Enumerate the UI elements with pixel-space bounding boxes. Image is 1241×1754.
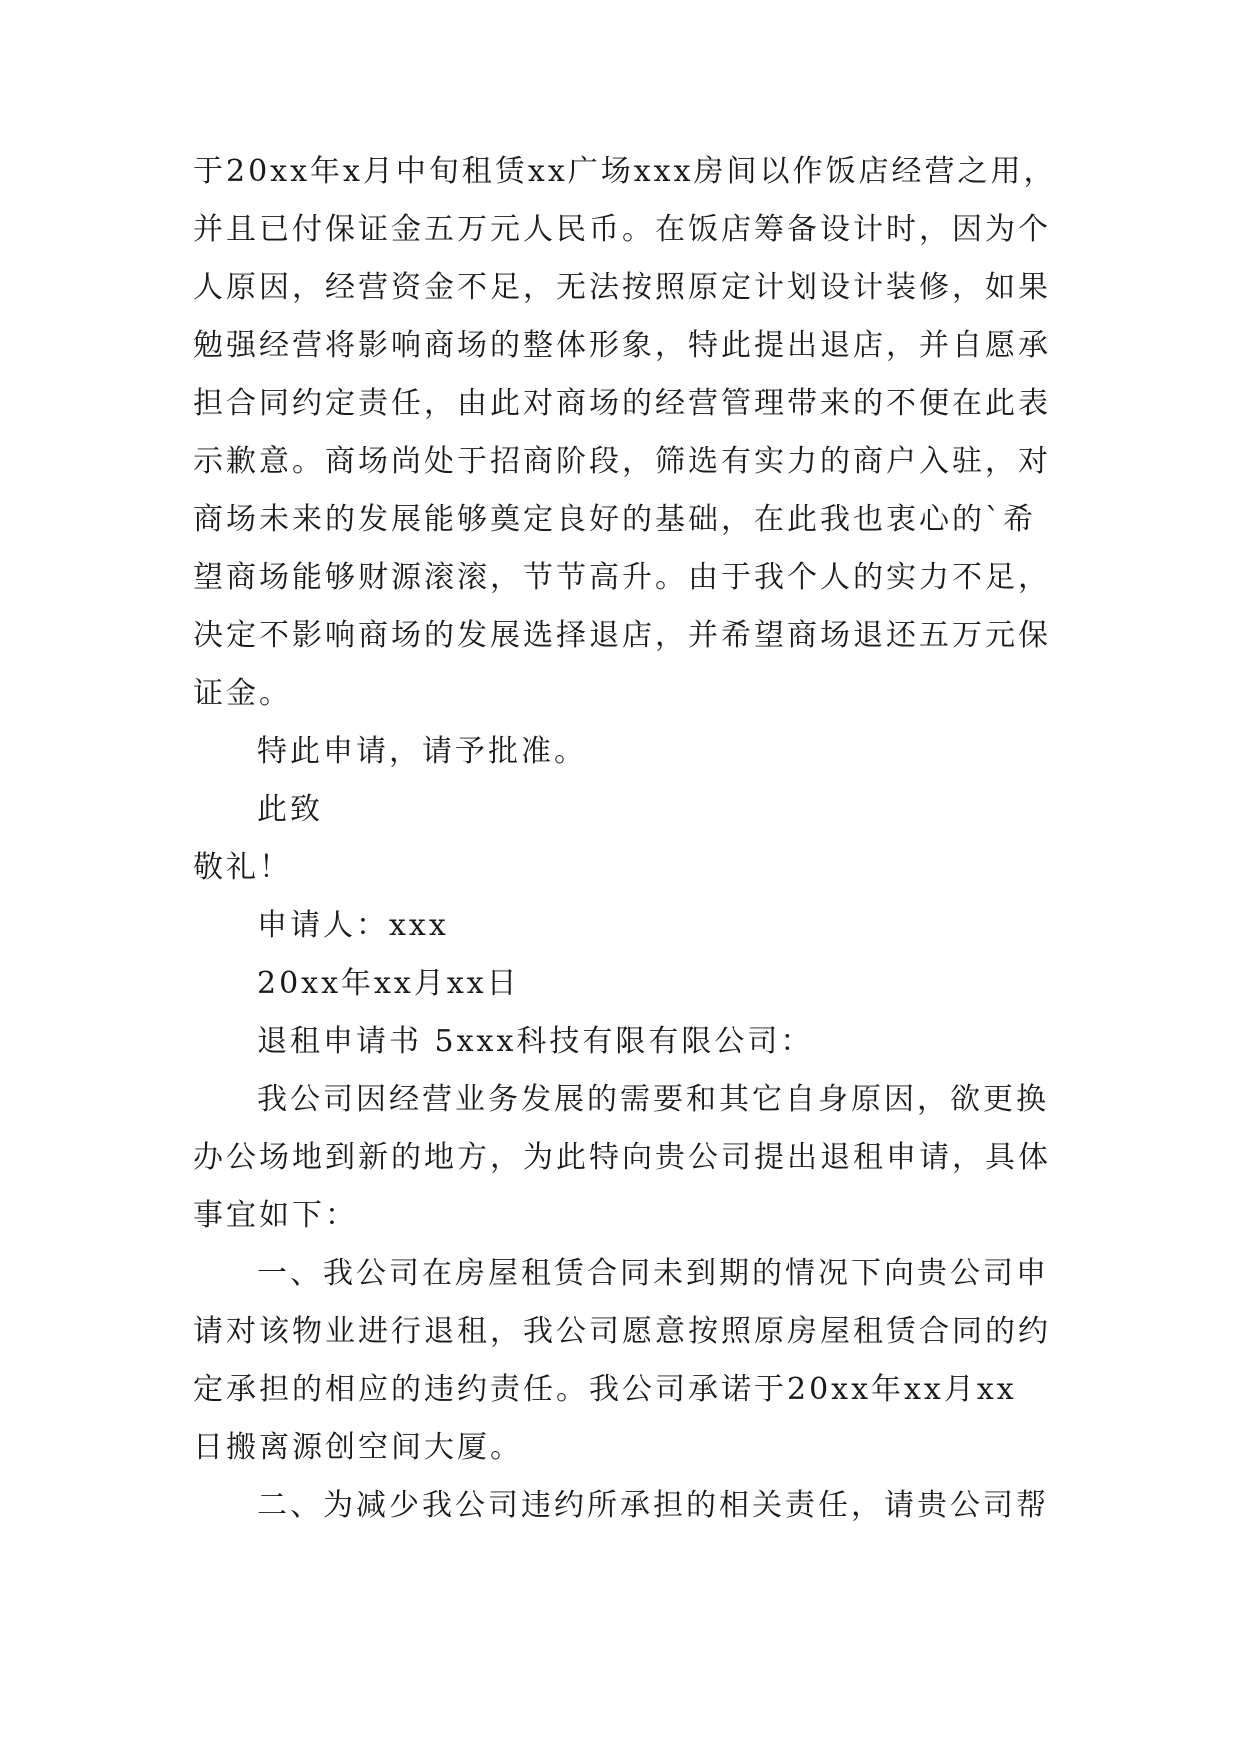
text-line: 办公场地到新的地方，为此特向贵公司提出退租申请，具体	[193, 1140, 1051, 1175]
text-line: 于20xx年x月中旬租赁xx广场xxx房间以作饭店经营之用，	[193, 154, 1057, 189]
text-line: 示歉意。商场尚处于招商阶段，筛选有实力的商户入驻，对	[193, 444, 1051, 479]
text-line: 定承担的相应的违约责任。我公司承诺于20xx年xx月xx	[193, 1372, 1017, 1407]
text-line: 决定不影响商场的发展选择退店，并希望商场退还五万元保	[193, 618, 1051, 653]
text-line: 日搬离源创空间大厦。	[193, 1430, 523, 1465]
text-line: 担合同约定责任，由此对商场的经营管理带来的不便在此表	[193, 386, 1051, 421]
signature-date: 20xx年xx月xx日	[257, 966, 520, 1001]
text-line: 望商场能够财源滚滚，节节高升。由于我个人的实力不足，	[193, 560, 1051, 595]
text-line: 二、为减少我公司违约所承担的相关责任，请贵公司帮	[257, 1488, 1049, 1523]
text-line: 事宜如下：	[193, 1198, 358, 1233]
text-line: 商场未来的发展能够奠定良好的基础，在此我也衷心的`希	[193, 502, 1036, 537]
text-line: 证金。	[193, 676, 292, 711]
text-line: 一、我公司在房屋租赁合同未到期的情况下向贵公司申	[257, 1256, 1049, 1291]
closing-regards: 敬礼！	[193, 850, 292, 885]
section-heading: 退租申请书 5xxx科技有限有限公司：	[257, 1024, 814, 1059]
text-line: 请对该物业进行退租，我公司愿意按照原房屋租赁合同的约	[193, 1314, 1051, 1349]
text-line: 我公司因经营业务发展的需要和其它自身原因，欲更换	[257, 1082, 1049, 1117]
closing-salutation: 此致	[257, 792, 323, 827]
signature-applicant: 申请人：xxx	[257, 908, 449, 943]
text-line: 并且已付保证金五万元人民币。在饭店筹备设计时，因为个	[193, 212, 1051, 247]
closing-request: 特此申请，请予批准。	[257, 734, 587, 769]
text-line: 人原因，经营资金不足，无法按照原定计划设计装修，如果	[193, 270, 1051, 305]
text-line: 勉强经营将影响商场的整体形象，特此提出退店，并自愿承	[193, 328, 1051, 363]
